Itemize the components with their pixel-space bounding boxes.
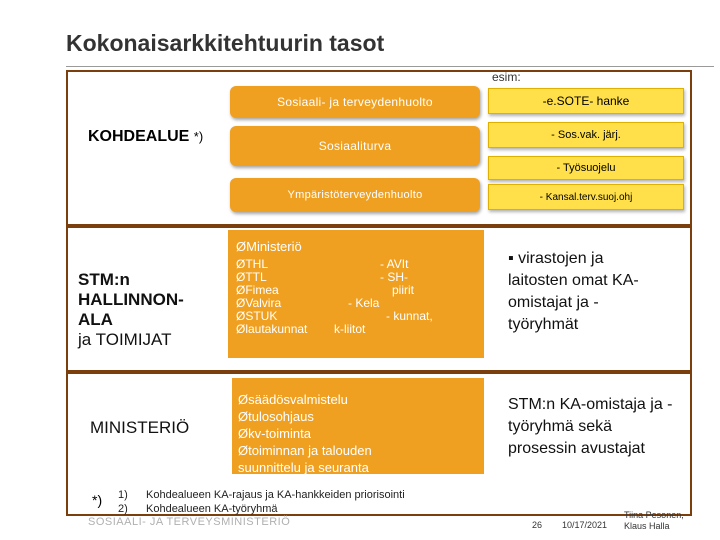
kohdealue-suffix: *) (193, 129, 204, 144)
hallinnonala-line-1: STM:n (78, 270, 130, 289)
kohdealue-text: KOHDEALUE (88, 128, 190, 145)
section-separator-1 (68, 224, 690, 228)
agency-lautakunnat: Ølautakunnat (236, 322, 308, 336)
footnote-number-2: 2) (118, 503, 128, 515)
agency-thl: ØTHL (236, 257, 269, 271)
footer-author-line-1: Tiina Pesonen, (624, 510, 684, 520)
task-tulosohjaus: Øtulosohjaus (238, 409, 314, 424)
footer-date: 10/17/2021 (562, 520, 608, 530)
footer-author (624, 510, 684, 532)
ministerio-label: MINISTERIÖ (90, 418, 190, 437)
actor-avit: - AVIt (380, 257, 409, 271)
esim-label: esim: (492, 70, 521, 84)
actor-piirit: piirit (392, 283, 415, 297)
ministerio-description: STM:n KA-omistaja ja -työryhmä sekä prosessin avustajat (508, 396, 673, 457)
domain-box-social-health[interactable]: Sosiaali- ja terveydenhuolto (230, 86, 480, 118)
example-box-tyosuojelu[interactable]: - Työsuojelu (488, 156, 684, 180)
agency-list (236, 258, 307, 336)
hallinnonala-line-3: ALA (78, 310, 113, 329)
ministry-task-list (238, 391, 372, 476)
footer-author-line-2: Klaus Halla (624, 521, 670, 531)
ministry-heading: ØMinisteriö (236, 239, 302, 254)
hallinnonala-description: ▪ virastojen ja laitosten omat KA- omistajat ja -työryhmät (508, 250, 639, 333)
actor-kliitot: k-liitot (334, 322, 366, 336)
section-separator-2 (68, 370, 690, 374)
agency-stuk: ØSTUK (236, 309, 278, 323)
actor-sh: - SH- (380, 270, 408, 284)
example-box-kansal[interactable]: - Kansal.terv.suoj.ohj (488, 184, 684, 210)
hallinnonala-label (78, 270, 184, 350)
kohdealue-label (88, 128, 203, 146)
page-title: Kokonaisarkkitehtuurin tasot (66, 30, 385, 56)
footer-page-number: 26 (532, 520, 543, 530)
task-toiminnan: Øtoiminnan ja talouden (238, 443, 372, 458)
agency-ttl: ØTTL (236, 270, 267, 284)
hallinnonala-line-2: HALLINNON- (78, 290, 184, 309)
domain-box-social-security[interactable]: Sosiaaliturva (230, 126, 480, 166)
title-divider (66, 66, 714, 67)
domain-box-environmental-health[interactable]: Ympäristöterveydenhuolto (230, 178, 480, 212)
example-box-sosvak[interactable]: - Sos.vak. järj. (488, 122, 684, 148)
task-suunnittelu: suunnittelu ja seuranta (238, 460, 369, 475)
agency-valvira: ØValvira (236, 296, 282, 310)
agency-fimea: ØFimea (236, 283, 279, 297)
task-saadosvalmistelu: Øsäädösvalmistelu (238, 392, 348, 407)
hallinnonala-line-4: ja TOIMIJAT (78, 330, 172, 349)
footer-organization: SOSIAALI- JA TERVEYSMINISTERIÖ (88, 516, 291, 528)
task-kv-toiminta: Økv-toiminta (238, 426, 311, 441)
actor-kela: - Kela (348, 296, 380, 310)
footnote-marker: *) (92, 492, 103, 508)
footnote-line-1: Kohdealueen KA-rajaus ja KA-hankkeiden priorisointi (146, 489, 405, 501)
actor-kunnat: - kunnat, (386, 309, 433, 323)
footnote-number-1: 1) (118, 489, 128, 501)
example-box-esote[interactable]: -e.SOTE- hanke (488, 88, 684, 114)
footnote-line-2: Kohdealueen KA-työryhmä (146, 503, 278, 515)
